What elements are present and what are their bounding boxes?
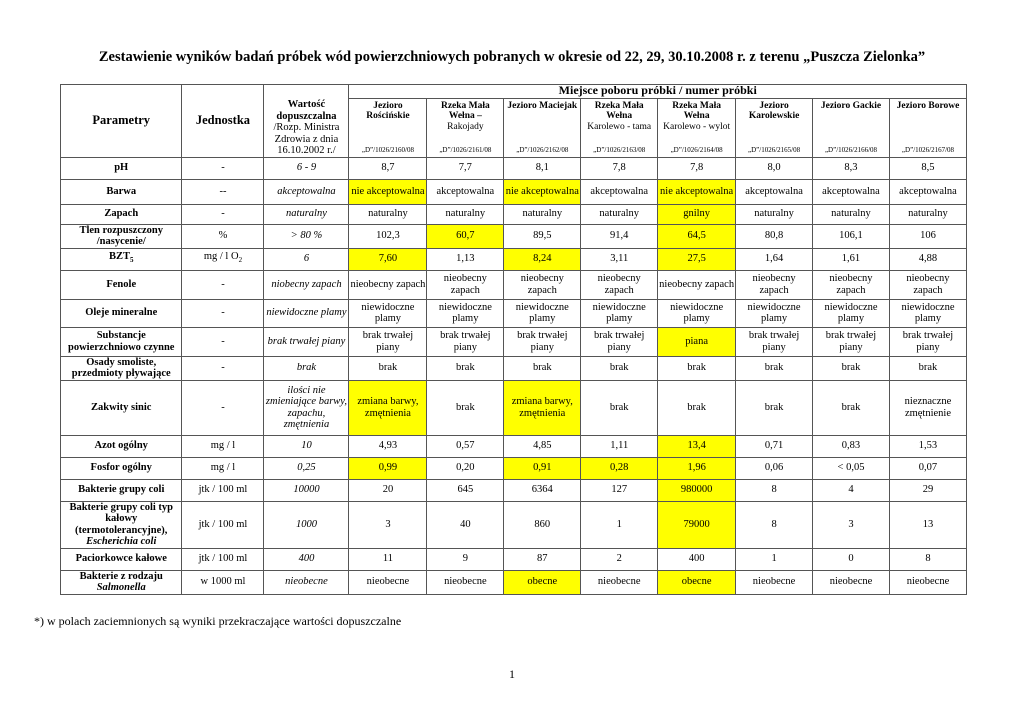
value-cell: 8,0 — [736, 157, 813, 179]
value-cell: niewidoczne plamy — [813, 299, 890, 327]
value-cell: 4,93 — [349, 435, 427, 457]
unit-cell: - — [182, 299, 264, 327]
value-cell: 7,60 — [349, 248, 427, 270]
value-cell: 980000 — [658, 479, 736, 501]
value-cell: nieobecne — [889, 570, 966, 594]
header-site-7 — [813, 98, 890, 157]
value-cell: 102,3 — [349, 224, 427, 248]
unit-cell: w 1000 ml — [182, 570, 264, 594]
value-cell: 0,07 — [889, 457, 966, 479]
value-cell: nieobecne — [813, 570, 890, 594]
value-cell: 4,85 — [504, 435, 581, 457]
value-cell: brak — [427, 356, 504, 380]
unit-cell: - — [182, 270, 264, 299]
value-cell: 1,61 — [813, 248, 890, 270]
table-row — [61, 356, 967, 380]
table-row — [61, 479, 967, 501]
value-cell: akceptowalna — [736, 179, 813, 204]
page-number: 1 — [509, 667, 515, 681]
unit-cell: mg / l $O_2$ — [182, 248, 264, 270]
sample-id: „D”/1026/2165/08 — [748, 145, 801, 154]
norm-cell: naturalny — [264, 204, 349, 224]
sample-id: „D”/1026/2164/08 — [670, 145, 723, 154]
value-cell: 1,13 — [427, 248, 504, 270]
value-cell: 6364 — [504, 479, 581, 501]
norm-cell: 0,25 — [264, 457, 349, 479]
value-cell: nie akceptowalna — [658, 179, 736, 204]
value-cell: brak trwałej piany — [813, 327, 890, 356]
value-cell: brak — [349, 356, 427, 380]
parameter-name: Zakwity sinic — [61, 380, 182, 435]
parameter-name: Bakterie grupy coli typ kałowy (termotolerancyjne), Escherichia coli — [61, 501, 182, 548]
value-cell: 106 — [889, 224, 966, 248]
table-row — [61, 548, 967, 570]
value-cell: 106,1 — [813, 224, 890, 248]
value-cell: akceptowalna — [813, 179, 890, 204]
value-cell: obecne — [658, 570, 736, 594]
sample-id: „D”/1026/2161/08 — [439, 145, 492, 154]
header-norm: Wartość dopuszczalna /Rozp. Ministra Zdrowia z dnia 16.10.2002 r./ — [264, 85, 349, 158]
value-cell: 8,1 — [504, 157, 581, 179]
unit-cell: % — [182, 224, 264, 248]
value-cell: nieobecny zapach — [658, 270, 736, 299]
parameter-name: Fosfor ogólny — [61, 457, 182, 479]
value-cell: brak — [581, 356, 658, 380]
norm-cell: niobecny zapach — [264, 270, 349, 299]
value-cell: 127 — [581, 479, 658, 501]
value-cell: niewidoczne plamy — [427, 299, 504, 327]
table-row — [61, 224, 967, 248]
parameter-name: Paciorkowce kałowe — [61, 548, 182, 570]
value-cell: nieobecny zapach — [736, 270, 813, 299]
sample-id: „D”/1026/2163/08 — [593, 145, 646, 154]
value-cell: naturalny — [427, 204, 504, 224]
norm-cell: 6 — [264, 248, 349, 270]
document-title: Zestawienie wyników badań próbek wód powierzchniowych pobranych w okresie od 22, 29, 30.10.2008 r. z terenu „Puszcza Zielonka” — [98, 49, 926, 65]
value-cell: nieobecny zapach — [504, 270, 581, 299]
value-cell: brak — [427, 380, 504, 435]
value-cell: brak — [813, 356, 890, 380]
value-cell: 87 — [504, 548, 581, 570]
unit-cell: - — [182, 204, 264, 224]
norm-cell: nieobecne — [264, 570, 349, 594]
value-cell: 1,96 — [658, 457, 736, 479]
value-cell: 2 — [581, 548, 658, 570]
table-row — [61, 380, 967, 435]
header-site-8 — [889, 98, 966, 157]
unit-cell: jtk / 100 ml — [182, 548, 264, 570]
table-row — [61, 204, 967, 224]
table-body — [61, 157, 967, 594]
value-cell: 645 — [427, 479, 504, 501]
value-cell: 8,5 — [889, 157, 966, 179]
value-cell: 91,4 — [581, 224, 658, 248]
norm-cell: 6 - 9 — [264, 157, 349, 179]
value-cell: 3 — [813, 501, 890, 548]
site-name: Jezioro Borowe — [896, 100, 960, 111]
value-cell: zmiana barwy, zmętnienia — [349, 380, 427, 435]
value-cell: 0,99 — [349, 457, 427, 479]
value-cell: 80,8 — [736, 224, 813, 248]
value-cell: nie akceptowalna — [504, 179, 581, 204]
value-cell: brak trwałej piany — [736, 327, 813, 356]
unit-cell: jtk / 100 ml — [182, 501, 264, 548]
value-cell: brak trwałej piany — [504, 327, 581, 356]
value-cell: 64,5 — [658, 224, 736, 248]
value-cell: niewidoczne plamy — [889, 299, 966, 327]
value-cell: 13 — [889, 501, 966, 548]
value-cell: 8,7 — [349, 157, 427, 179]
header-site-2 — [427, 98, 504, 157]
table-row — [61, 179, 967, 204]
norm-cell: 400 — [264, 548, 349, 570]
value-cell: nieobecny zapach — [427, 270, 504, 299]
value-cell: 0,20 — [427, 457, 504, 479]
value-cell: 1 — [581, 501, 658, 548]
unit-cell: mg / l — [182, 435, 264, 457]
value-cell: 8 — [889, 548, 966, 570]
header-parameters: Parametry — [61, 85, 182, 158]
norm-cell: 10 — [264, 435, 349, 457]
table-row — [61, 327, 967, 356]
value-cell: brak trwałej piany — [349, 327, 427, 356]
parameter-name: pH — [61, 157, 182, 179]
value-cell: 4,88 — [889, 248, 966, 270]
value-cell: 0,71 — [736, 435, 813, 457]
value-cell: brak — [813, 380, 890, 435]
unit-cell: - — [182, 380, 264, 435]
value-cell: 13,4 — [658, 435, 736, 457]
value-cell: gnilny — [658, 204, 736, 224]
value-cell: brak trwałej piany — [581, 327, 658, 356]
value-cell: 0,57 — [427, 435, 504, 457]
table-row — [61, 570, 967, 594]
header-site-3 — [504, 98, 581, 157]
header-site-1 — [349, 98, 427, 157]
sample-id: „D”/1026/2167/08 — [901, 145, 955, 154]
value-cell: akceptowalna — [581, 179, 658, 204]
sample-id: „D”/1026/2160/08 — [361, 145, 414, 154]
value-cell: 7,8 — [581, 157, 658, 179]
value-cell: niewidoczne plamy — [736, 299, 813, 327]
value-cell: zmiana barwy, zmętnienia — [504, 380, 581, 435]
norm-cell: 1000 — [264, 501, 349, 548]
value-cell: 79000 — [658, 501, 736, 548]
value-cell: 27,5 — [658, 248, 736, 270]
table-row — [61, 501, 967, 548]
value-cell: akceptowalna — [427, 179, 504, 204]
site-name: Jezioro Maciejak — [507, 100, 578, 111]
value-cell: 11 — [349, 548, 427, 570]
norm-cell: 10000 — [264, 479, 349, 501]
value-cell: nieznaczne zmętnienie — [889, 380, 966, 435]
site-name: Rzeka Mała Wełna – Rakojady — [440, 100, 490, 132]
header-site-4 — [581, 98, 658, 157]
norm-cell: brak trwałej piany — [264, 327, 349, 356]
value-cell: 0,28 — [581, 457, 658, 479]
site-name: Jezioro Karolewskie — [748, 100, 800, 122]
value-cell: 0,06 — [736, 457, 813, 479]
value-cell: nieobecny zapach — [889, 270, 966, 299]
value-cell: brak trwałej piany — [427, 327, 504, 356]
value-cell: 4 — [813, 479, 890, 501]
value-cell: nie akceptowalna — [349, 179, 427, 204]
value-cell: nieobecny zapach — [813, 270, 890, 299]
parameter-name: Fenole — [61, 270, 182, 299]
value-cell: brak — [736, 356, 813, 380]
value-cell: brak trwałej piany — [889, 327, 966, 356]
value-cell: 60,7 — [427, 224, 504, 248]
value-cell: brak — [889, 356, 966, 380]
sample-id: „D”/1026/2162/08 — [516, 145, 569, 154]
value-cell: naturalny — [736, 204, 813, 224]
unit-cell: jtk / 100 ml — [182, 479, 264, 501]
value-cell: brak — [581, 380, 658, 435]
parameter-name: Oleje mineralne — [61, 299, 182, 327]
value-cell: 0,91 — [504, 457, 581, 479]
norm-cell: akceptowalna — [264, 179, 349, 204]
norm-cell: > 80 % — [264, 224, 349, 248]
table-row — [61, 299, 967, 327]
value-cell: naturalny — [813, 204, 890, 224]
value-cell: 7,7 — [427, 157, 504, 179]
site-name: Jezioro Rościńskie — [366, 100, 410, 122]
value-cell: naturalny — [504, 204, 581, 224]
value-cell: 0 — [813, 548, 890, 570]
site-name: Rzeka Mała Wełna Karolewo - wylot — [663, 100, 731, 132]
value-cell: naturalny — [581, 204, 658, 224]
value-cell: 20 — [349, 479, 427, 501]
unit-cell: - — [182, 327, 264, 356]
value-cell: 29 — [889, 479, 966, 501]
value-cell: 9 — [427, 548, 504, 570]
value-cell: piana — [658, 327, 736, 356]
table-row — [61, 270, 967, 299]
value-cell: brak — [736, 380, 813, 435]
site-name: Jezioro Gackie — [820, 100, 882, 111]
header-site-6 — [736, 98, 813, 157]
value-cell: 89,5 — [504, 224, 581, 248]
norm-cell: brak — [264, 356, 349, 380]
value-cell: 1,53 — [889, 435, 966, 457]
header-site-5 — [658, 98, 736, 157]
norm-cell: niewidoczne plamy — [264, 299, 349, 327]
value-cell: naturalny — [889, 204, 966, 224]
value-cell: 860 — [504, 501, 581, 548]
value-cell: 1 — [736, 548, 813, 570]
table-row — [61, 248, 967, 270]
parameter-name: Bakterie z rodzaju Salmonella — [61, 570, 182, 594]
value-cell: < 0,05 — [813, 457, 890, 479]
parameter-name: Osady smoliste, przedmioty pływające — [61, 356, 182, 380]
value-cell: 8 — [736, 501, 813, 548]
parameter-name: Zapach — [61, 204, 182, 224]
value-cell: 8 — [736, 479, 813, 501]
unit-cell: mg / l — [182, 457, 264, 479]
value-cell: nieobecny zapach — [581, 270, 658, 299]
value-cell: nieobecne — [349, 570, 427, 594]
header-sampling-place: Miejsce poboru próbki / numer próbki — [349, 85, 967, 99]
parameter-name: Azot ogólny — [61, 435, 182, 457]
norm-cell: ilości nie zmieniające barwy, zapachu, zmętnienia — [264, 380, 349, 435]
value-cell: 8,24 — [504, 248, 581, 270]
value-cell: brak — [504, 356, 581, 380]
table-row — [61, 435, 967, 457]
value-cell: obecne — [504, 570, 581, 594]
value-cell: brak — [658, 380, 736, 435]
value-cell: naturalny — [349, 204, 427, 224]
unit-cell: - — [182, 356, 264, 380]
parameter-name: Bakterie grupy coli — [61, 479, 182, 501]
table-row — [61, 457, 967, 479]
value-cell: niewidoczne plamy — [658, 299, 736, 327]
unit-cell: - — [182, 157, 264, 179]
value-cell: 0,83 — [813, 435, 890, 457]
value-cell: 1,11 — [581, 435, 658, 457]
value-cell: nieobecny zapach — [349, 270, 427, 299]
parameter-name: Tlen rozpuszczony /nasycenie/ — [61, 224, 182, 248]
value-cell: niewidoczne plamy — [504, 299, 581, 327]
value-cell: 3,11 — [581, 248, 658, 270]
value-cell: 40 — [427, 501, 504, 548]
parameter-name: Barwa — [61, 179, 182, 204]
unit-cell: -- — [182, 179, 264, 204]
results-table — [60, 84, 967, 595]
site-name: Rzeka Mała Wełna Karolewo - tama — [587, 100, 652, 132]
value-cell: 8,3 — [813, 157, 890, 179]
header-unit: Jednostka — [182, 85, 264, 158]
value-cell: 400 — [658, 548, 736, 570]
value-cell: niewidoczne plamy — [581, 299, 658, 327]
value-cell: 3 — [349, 501, 427, 548]
parameter-name: $BZT_5$ — [61, 248, 182, 270]
value-cell: brak — [658, 356, 736, 380]
value-cell: 7,8 — [658, 157, 736, 179]
footnote: *) w polach zaciemnionych są wyniki przekraczające wartości dopuszczalne — [34, 614, 402, 628]
value-cell: nieobecne — [736, 570, 813, 594]
value-cell: niewidoczne plamy — [349, 299, 427, 327]
table-header — [61, 85, 967, 158]
sample-id: „D”/1026/2166/08 — [824, 145, 878, 154]
value-cell: 1,64 — [736, 248, 813, 270]
value-cell: nieobecne — [427, 570, 504, 594]
value-cell: akceptowalna — [889, 179, 966, 204]
table-row — [61, 157, 967, 179]
value-cell: nieobecne — [581, 570, 658, 594]
parameter-name: Substancje powierzchniowo czynne — [61, 327, 182, 356]
